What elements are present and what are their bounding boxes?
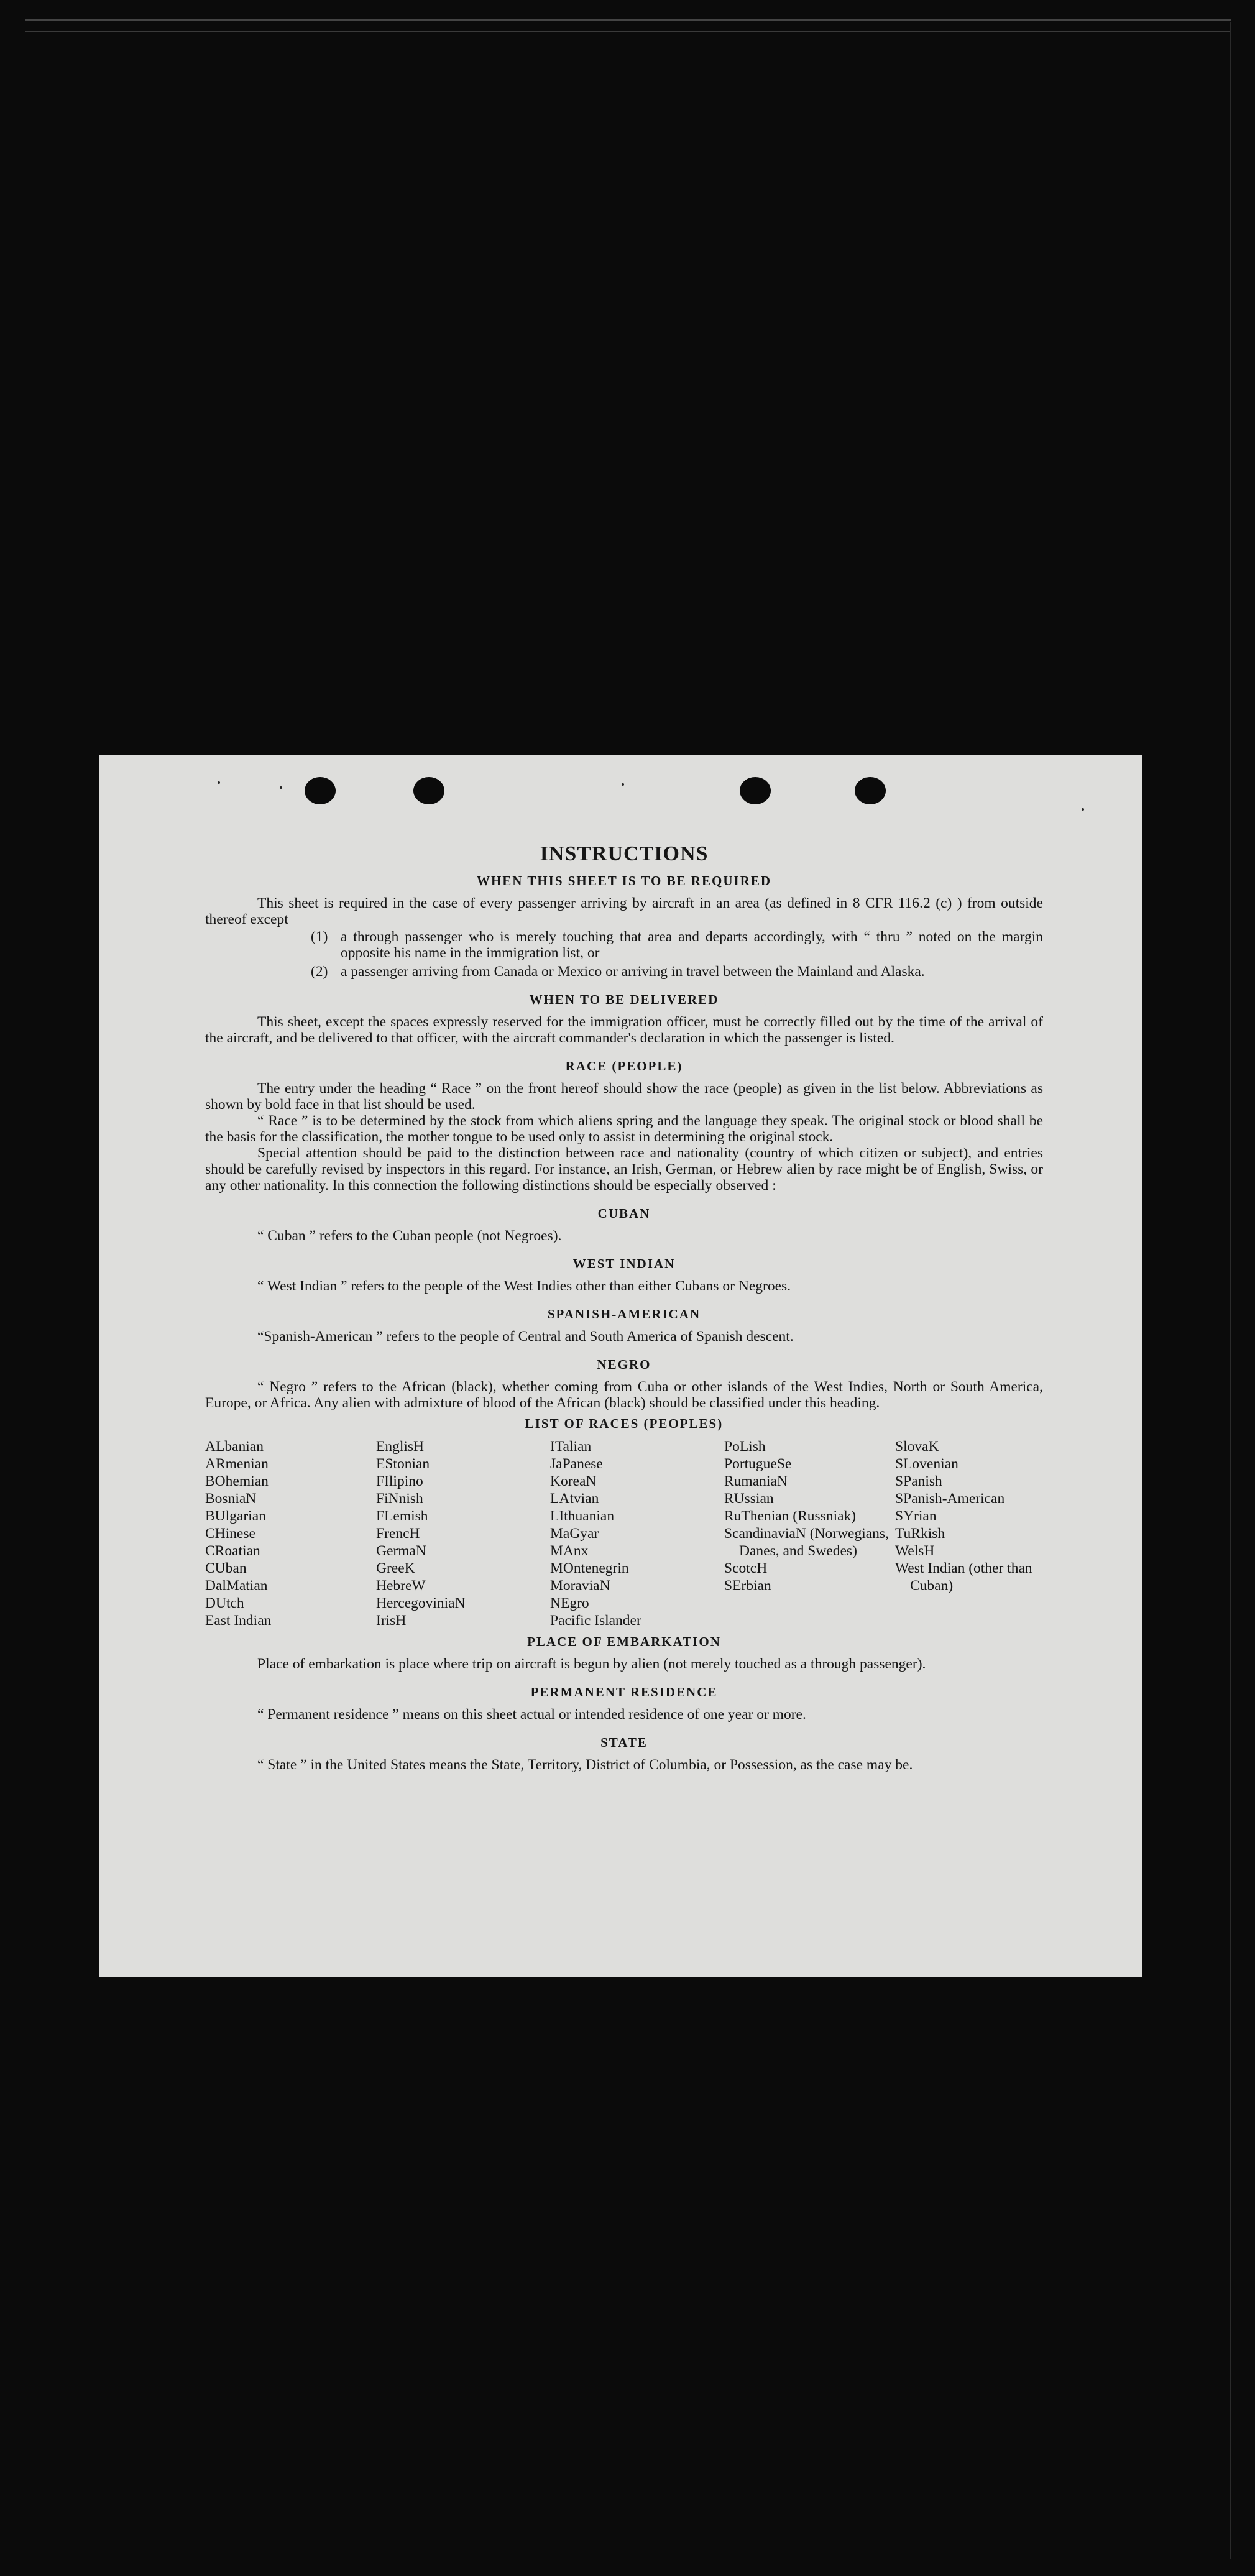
race-item: MAnx bbox=[550, 1543, 589, 1559]
paragraph-state: “ State ” in the United States means the State, Territory, District of Columbia, or Possession, as the case may be. bbox=[257, 1757, 913, 1773]
punch-hole bbox=[740, 777, 771, 804]
races-column-1 bbox=[205, 1438, 376, 1629]
race-item: East Indian bbox=[205, 1612, 272, 1629]
race-item: NEgro bbox=[550, 1595, 589, 1611]
item-text: a through passenger who is merely touching that area and departs accordingly, with “ thru ” noted on the margin opposite his name in the immigration list, or bbox=[341, 929, 1043, 961]
item-text: a passenger arriving from Canada or Mexico or arriving in travel between the Mainland and Alaska. bbox=[341, 964, 925, 980]
race-item: GermaN bbox=[376, 1543, 426, 1559]
races-column-3 bbox=[550, 1438, 724, 1629]
races-column-2 bbox=[376, 1438, 550, 1629]
race-item: SPanish bbox=[895, 1473, 942, 1489]
paragraph-race-2: “ Race ” is to be determined by the stock from which aliens spring and the language they speak. The original stock or blood shall be the basis for the classification, the mother tongue to be used only to assist in determining the original stock. bbox=[205, 1113, 1043, 1145]
list-item bbox=[311, 929, 1043, 961]
race-item: JaPanese bbox=[550, 1456, 603, 1472]
race-item: GreeK bbox=[376, 1560, 415, 1576]
paragraph-race-1: The entry under the heading “ Race ” on the front hereof should show the race (people) as given in the list below. Abbreviations as shown by bold face in that list should be used. bbox=[205, 1080, 1043, 1113]
race-item: TuRkish bbox=[895, 1525, 945, 1542]
punch-hole bbox=[855, 777, 886, 804]
race-item: PortugueSe bbox=[724, 1456, 792, 1472]
race-item: IrisH bbox=[376, 1612, 407, 1629]
speck bbox=[218, 781, 220, 784]
race-item: EStonian bbox=[376, 1456, 430, 1472]
scan-edge bbox=[25, 19, 1231, 21]
race-item: ScotcH bbox=[724, 1560, 768, 1576]
race-item: SYrian bbox=[895, 1508, 937, 1524]
speck bbox=[280, 786, 282, 789]
race-item: FLemish bbox=[376, 1508, 428, 1524]
section-heading-delivered: WHEN TO BE DELIVERED bbox=[529, 992, 719, 1007]
paragraph-residence: “ Permanent residence ” means on this sheet actual or intended residence of one year or more. bbox=[257, 1706, 806, 1723]
paragraph-spanish-american: “Spanish-American ” refers to the people of Central and South America of Spanish descent. bbox=[257, 1328, 794, 1345]
race-item: ScandinaviaN (Norwegians, Danes, and Swedes) bbox=[724, 1525, 889, 1559]
race-item: KoreaN bbox=[550, 1473, 597, 1489]
race-item: West Indian (other than Cuban) bbox=[895, 1560, 1032, 1594]
race-item: EnglisH bbox=[376, 1438, 425, 1455]
race-item: MoraviaN bbox=[550, 1578, 610, 1594]
race-item: ITalian bbox=[550, 1438, 592, 1455]
race-item: BosniaN bbox=[205, 1491, 257, 1507]
section-heading-embarkation: PLACE OF EMBARKATION bbox=[527, 1634, 721, 1649]
race-item: CRoatian bbox=[205, 1543, 260, 1559]
paragraph-delivered: This sheet, except the spaces expressly reserved for the immigration officer, must be correctly filled out by the time of the arrival of the aircraft, and be delivered to that officer, with the aircraft commander's declaration in which the passenger is listed. bbox=[205, 1014, 1043, 1046]
section-heading-cuban: CUBAN bbox=[597, 1206, 651, 1221]
race-item: BUlgarian bbox=[205, 1508, 266, 1524]
race-item: HercegoviniaN bbox=[376, 1595, 466, 1611]
race-item: SPanish-American bbox=[895, 1491, 1005, 1507]
scan-edge-right bbox=[1230, 22, 1231, 2559]
race-item: SlovaK bbox=[895, 1438, 939, 1455]
document-page bbox=[99, 755, 1142, 1977]
race-item: LIthuanian bbox=[550, 1508, 615, 1524]
speck bbox=[1082, 808, 1084, 811]
race-item: Pacific Islander bbox=[550, 1612, 641, 1629]
race-item: FiNnish bbox=[376, 1491, 423, 1507]
race-item: DalMatian bbox=[205, 1578, 268, 1594]
race-item: RuThenian (Russniak) bbox=[724, 1508, 857, 1524]
section-heading-negro: NEGRO bbox=[597, 1357, 651, 1372]
race-item: FrencH bbox=[376, 1525, 420, 1542]
section-heading-west-indian: WEST INDIAN bbox=[572, 1256, 676, 1271]
section-heading-state: STATE bbox=[600, 1735, 648, 1750]
race-item: RumaniaN bbox=[724, 1473, 788, 1489]
race-item: ALbanian bbox=[205, 1438, 264, 1455]
paragraph-required: This sheet is required in the case of every passenger arriving by aircraft in an area (as defined in 8 CFR 116.2 (c) ) from outside thereof except bbox=[205, 895, 1043, 927]
race-item: CHinese bbox=[205, 1525, 255, 1542]
paragraph-embarkation: Place of embarkation is place where trip on aircraft is begun by alien (not merely touched as a through passenger). bbox=[257, 1656, 926, 1672]
document-title: INSTRUCTIONS bbox=[540, 842, 709, 865]
item-number: (1) bbox=[311, 929, 328, 945]
race-item: DUtch bbox=[205, 1595, 244, 1611]
list-item bbox=[311, 964, 1043, 980]
race-item: SLovenian bbox=[895, 1456, 958, 1472]
races-column-4 bbox=[724, 1438, 895, 1629]
paragraph-negro: “ Negro ” refers to the African (black), whether coming from Cuba or other islands of the West Indies, North or South America, Europe, or Africa. Any alien with admixture of blood of the African (black) should be classified under this heading. bbox=[205, 1379, 1043, 1411]
exception-list bbox=[311, 929, 1043, 980]
paragraph-race-3: Special attention should be paid to the distinction between race and nationality (country of which citizen or subject), and entries should be carefully revised by inspectors in this regard. For instance, an Irish, German, or Hebrew alien by race might be of English, Swiss, or any other nationality. In this connection the following distinctions should be especially observed : bbox=[205, 1145, 1043, 1194]
item-number: (2) bbox=[311, 964, 328, 980]
section-heading-list-of-races: LIST OF RACES (PEOPLES) bbox=[525, 1416, 724, 1431]
race-item: WelsH bbox=[895, 1543, 935, 1559]
race-item: LAtvian bbox=[550, 1491, 599, 1507]
races-column-5 bbox=[895, 1438, 1044, 1629]
section-heading-spanish-american: SPANISH-AMERICAN bbox=[547, 1307, 701, 1322]
paragraph-cuban: “ Cuban ” refers to the Cuban people (not Negroes). bbox=[257, 1228, 562, 1244]
races-table bbox=[205, 1438, 1043, 1629]
race-item: SErbian bbox=[724, 1578, 771, 1594]
race-item: ARmenian bbox=[205, 1456, 269, 1472]
race-item: MOntenegrin bbox=[550, 1560, 629, 1576]
section-heading-residence: PERMANENT RESIDENCE bbox=[530, 1685, 718, 1700]
race-item: BOhemian bbox=[205, 1473, 269, 1489]
section-heading-required: WHEN THIS SHEET IS TO BE REQUIRED bbox=[476, 873, 772, 888]
paragraph-west-indian: “ West Indian ” refers to the people of the West Indies other than either Cubans or Negroes. bbox=[257, 1278, 791, 1294]
race-item: CUban bbox=[205, 1560, 247, 1576]
scan-edge-line bbox=[25, 31, 1231, 32]
race-item: FIlipino bbox=[376, 1473, 423, 1489]
speck bbox=[622, 783, 624, 786]
race-item: MaGyar bbox=[550, 1525, 599, 1542]
race-item: HebreW bbox=[376, 1578, 426, 1594]
race-item: PoLish bbox=[724, 1438, 766, 1455]
punch-hole bbox=[413, 777, 444, 804]
race-item: RUssian bbox=[724, 1491, 774, 1507]
punch-hole bbox=[305, 777, 336, 804]
section-heading-race: RACE (PEOPLE) bbox=[565, 1059, 683, 1074]
